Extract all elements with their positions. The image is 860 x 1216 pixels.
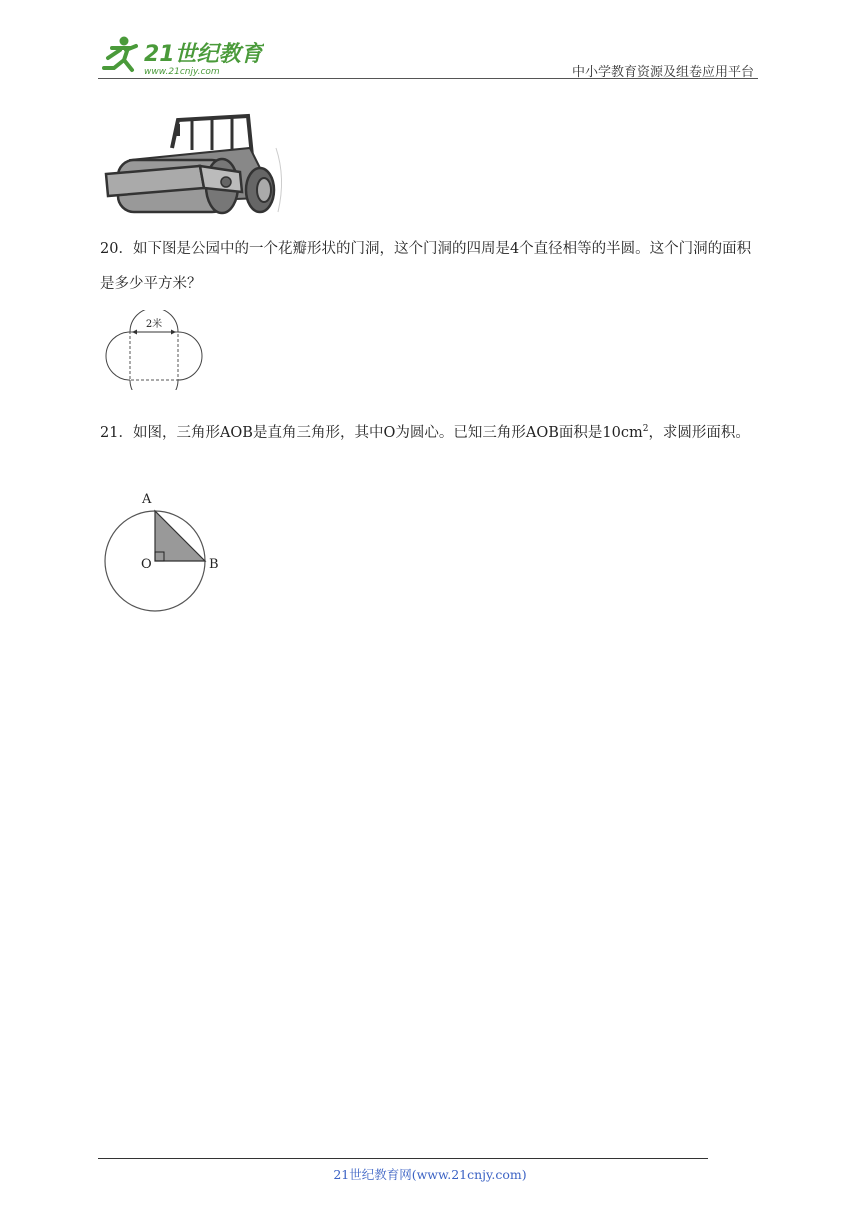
label-o: O [141,557,152,572]
question-number: 20． [100,241,133,257]
footer-link[interactable]: 21世纪教育网(www.21cnjy.com) [333,1167,527,1182]
question-text: 如下图是公园中的一个花瓣形状的门洞，这个门洞的四周是4个直径相等的半圆。这个门洞的面积是多少平方米？ [100,241,752,292]
superscript: 2 [642,424,649,434]
question-number: 21． [100,424,133,441]
question-21 [100,412,765,451]
question-20 [100,232,765,302]
question-text-end: ，求圆形面积。 [648,424,750,441]
label-a: A [142,492,152,507]
label-b: B [209,557,219,572]
runner-icon [104,37,136,71]
site-logo [94,34,264,80]
question-text: 如图，三角形AOB是直角三角形，其中O为圆心。已知三角形AOB面积是10cm [132,424,643,441]
footer-divider [98,1158,708,1159]
road-roller-image [100,108,290,220]
flower-doorway-figure [100,310,210,390]
logo-text: 21世纪教育 [144,42,263,67]
header-divider [98,78,758,79]
header-platform-text: 中小学教育资源及组卷应用平台 [571,65,754,80]
dimension-label: 2米 [145,319,163,330]
logo-url: www.21cnjy.com [144,67,220,77]
circle-triangle-figure [100,486,230,612]
